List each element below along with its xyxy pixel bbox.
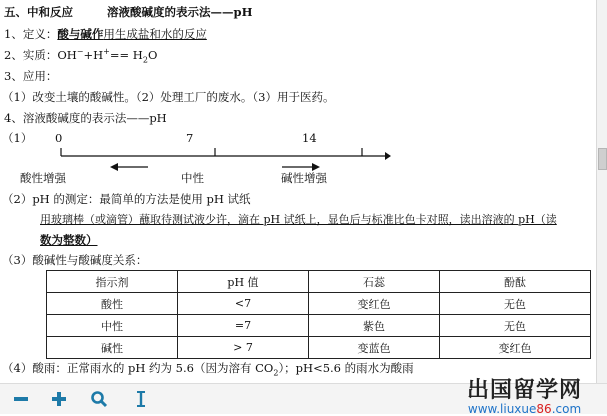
search-icon[interactable] (86, 387, 112, 411)
definition-label: 1、定义： (4, 27, 58, 41)
formula-minus: − (76, 47, 84, 57)
table-header: 酚酞 (440, 271, 591, 293)
scale-prefix: （1） (2, 131, 33, 145)
table-cell: 变红色 (440, 337, 591, 359)
vertical-scrollbar[interactable] (596, 0, 607, 383)
table-cell: > 7 (178, 337, 309, 359)
scale-label-neutral: 中性 (181, 171, 204, 185)
table-cell: =7 (178, 315, 309, 337)
zoom-in-icon[interactable] (46, 387, 72, 411)
base-arrowhead (312, 163, 320, 171)
zoom-out-icon[interactable] (8, 387, 34, 411)
scale-label-base: 碱性增强 (281, 171, 327, 185)
table-cell: 变蓝色 (309, 337, 440, 359)
table-header-row (47, 271, 591, 293)
formula-o: O (147, 48, 158, 62)
essence-label: 2、实质： (4, 48, 58, 62)
application-title: 3、应用： (4, 69, 58, 83)
scale-tick-0: 0 (55, 131, 63, 145)
scale-tick-7: 7 (186, 131, 194, 145)
table-cell: 碱性 (47, 337, 178, 359)
ph-heading: 4、溶液酸碱度的表示法——pH (4, 111, 167, 125)
table-header: 指示剂 (47, 271, 178, 293)
relation-title: （3）酸碱性与酸碱度关系： (2, 253, 148, 267)
watermark-url-b: 86 (536, 402, 552, 416)
table-row (47, 337, 591, 359)
scale-tick-14: 14 (302, 131, 317, 145)
text-cursor-icon[interactable] (128, 387, 154, 411)
watermark-url-c: .com (551, 402, 582, 416)
measure-title: （2）pH 的测定：最简单的方法是使用 pH 试纸 (2, 192, 251, 206)
table-header: 石蕊 (309, 271, 440, 293)
formula-oh: OH (57, 48, 77, 62)
table-cell: 紫色 (309, 315, 440, 337)
measure-line-2: 数为整数） (40, 233, 98, 247)
scrollbar-thumb[interactable] (598, 148, 607, 170)
acid-arrowhead (110, 163, 118, 171)
acid-rain-text: （4）酸雨：正常雨水的 pH 约为 5.6（因为溶有 CO (2, 361, 274, 375)
watermark-url (467, 403, 582, 415)
section-subtitle: 溶液酸碱度的表示法——pH (107, 5, 253, 19)
essence-line (4, 47, 158, 65)
watermark-title: 出国留学网 (467, 378, 583, 403)
section-title: 五、中和反应 (4, 5, 73, 19)
formula-sub2: 2 (142, 55, 148, 65)
acid-rain-line (2, 361, 414, 378)
table-row (47, 315, 591, 337)
scale-label-acid: 酸性增强 (20, 171, 66, 185)
formula-h: +H (83, 48, 104, 62)
acid-rain-sub: 2 (273, 368, 279, 378)
table-cell: 酸性 (47, 293, 178, 315)
table-cell: <7 (178, 293, 309, 315)
formula-plus: + (103, 47, 110, 57)
formula-water: == H (109, 48, 143, 62)
watermark-logo (467, 379, 582, 415)
indicator-table (46, 270, 591, 359)
measure-line-1 (40, 213, 557, 227)
scale-axis-arrowhead (385, 152, 391, 160)
acid-rain-suffix: ）；pH<5.6 的雨水为酸雨 (278, 361, 414, 375)
table-cell: 无色 (440, 315, 591, 337)
watermark-url-a: www.liuxue (467, 402, 537, 416)
section-heading (4, 5, 252, 19)
definition-line (4, 27, 207, 41)
measure-text-1: 用玻璃棒（或滴管）蘸取待测试液少许，滴在 pH 试纸上，显色后与标准比色卡对照，读出溶液的 pH（读 (40, 213, 557, 226)
table-header: pH 值 (178, 271, 309, 293)
table-cell: 中性 (47, 315, 178, 337)
table-cell: 变红色 (309, 293, 440, 315)
application-text: （1）改变土壤的酸碱性。（2）处理工厂的废水。（3）用于医药。 (2, 90, 335, 104)
definition-bold: 酸与碱作 (57, 27, 104, 41)
table-row (47, 293, 591, 315)
definition-text: 用生成盐和水的反应 (103, 27, 207, 41)
table-cell: 无色 (440, 293, 591, 315)
